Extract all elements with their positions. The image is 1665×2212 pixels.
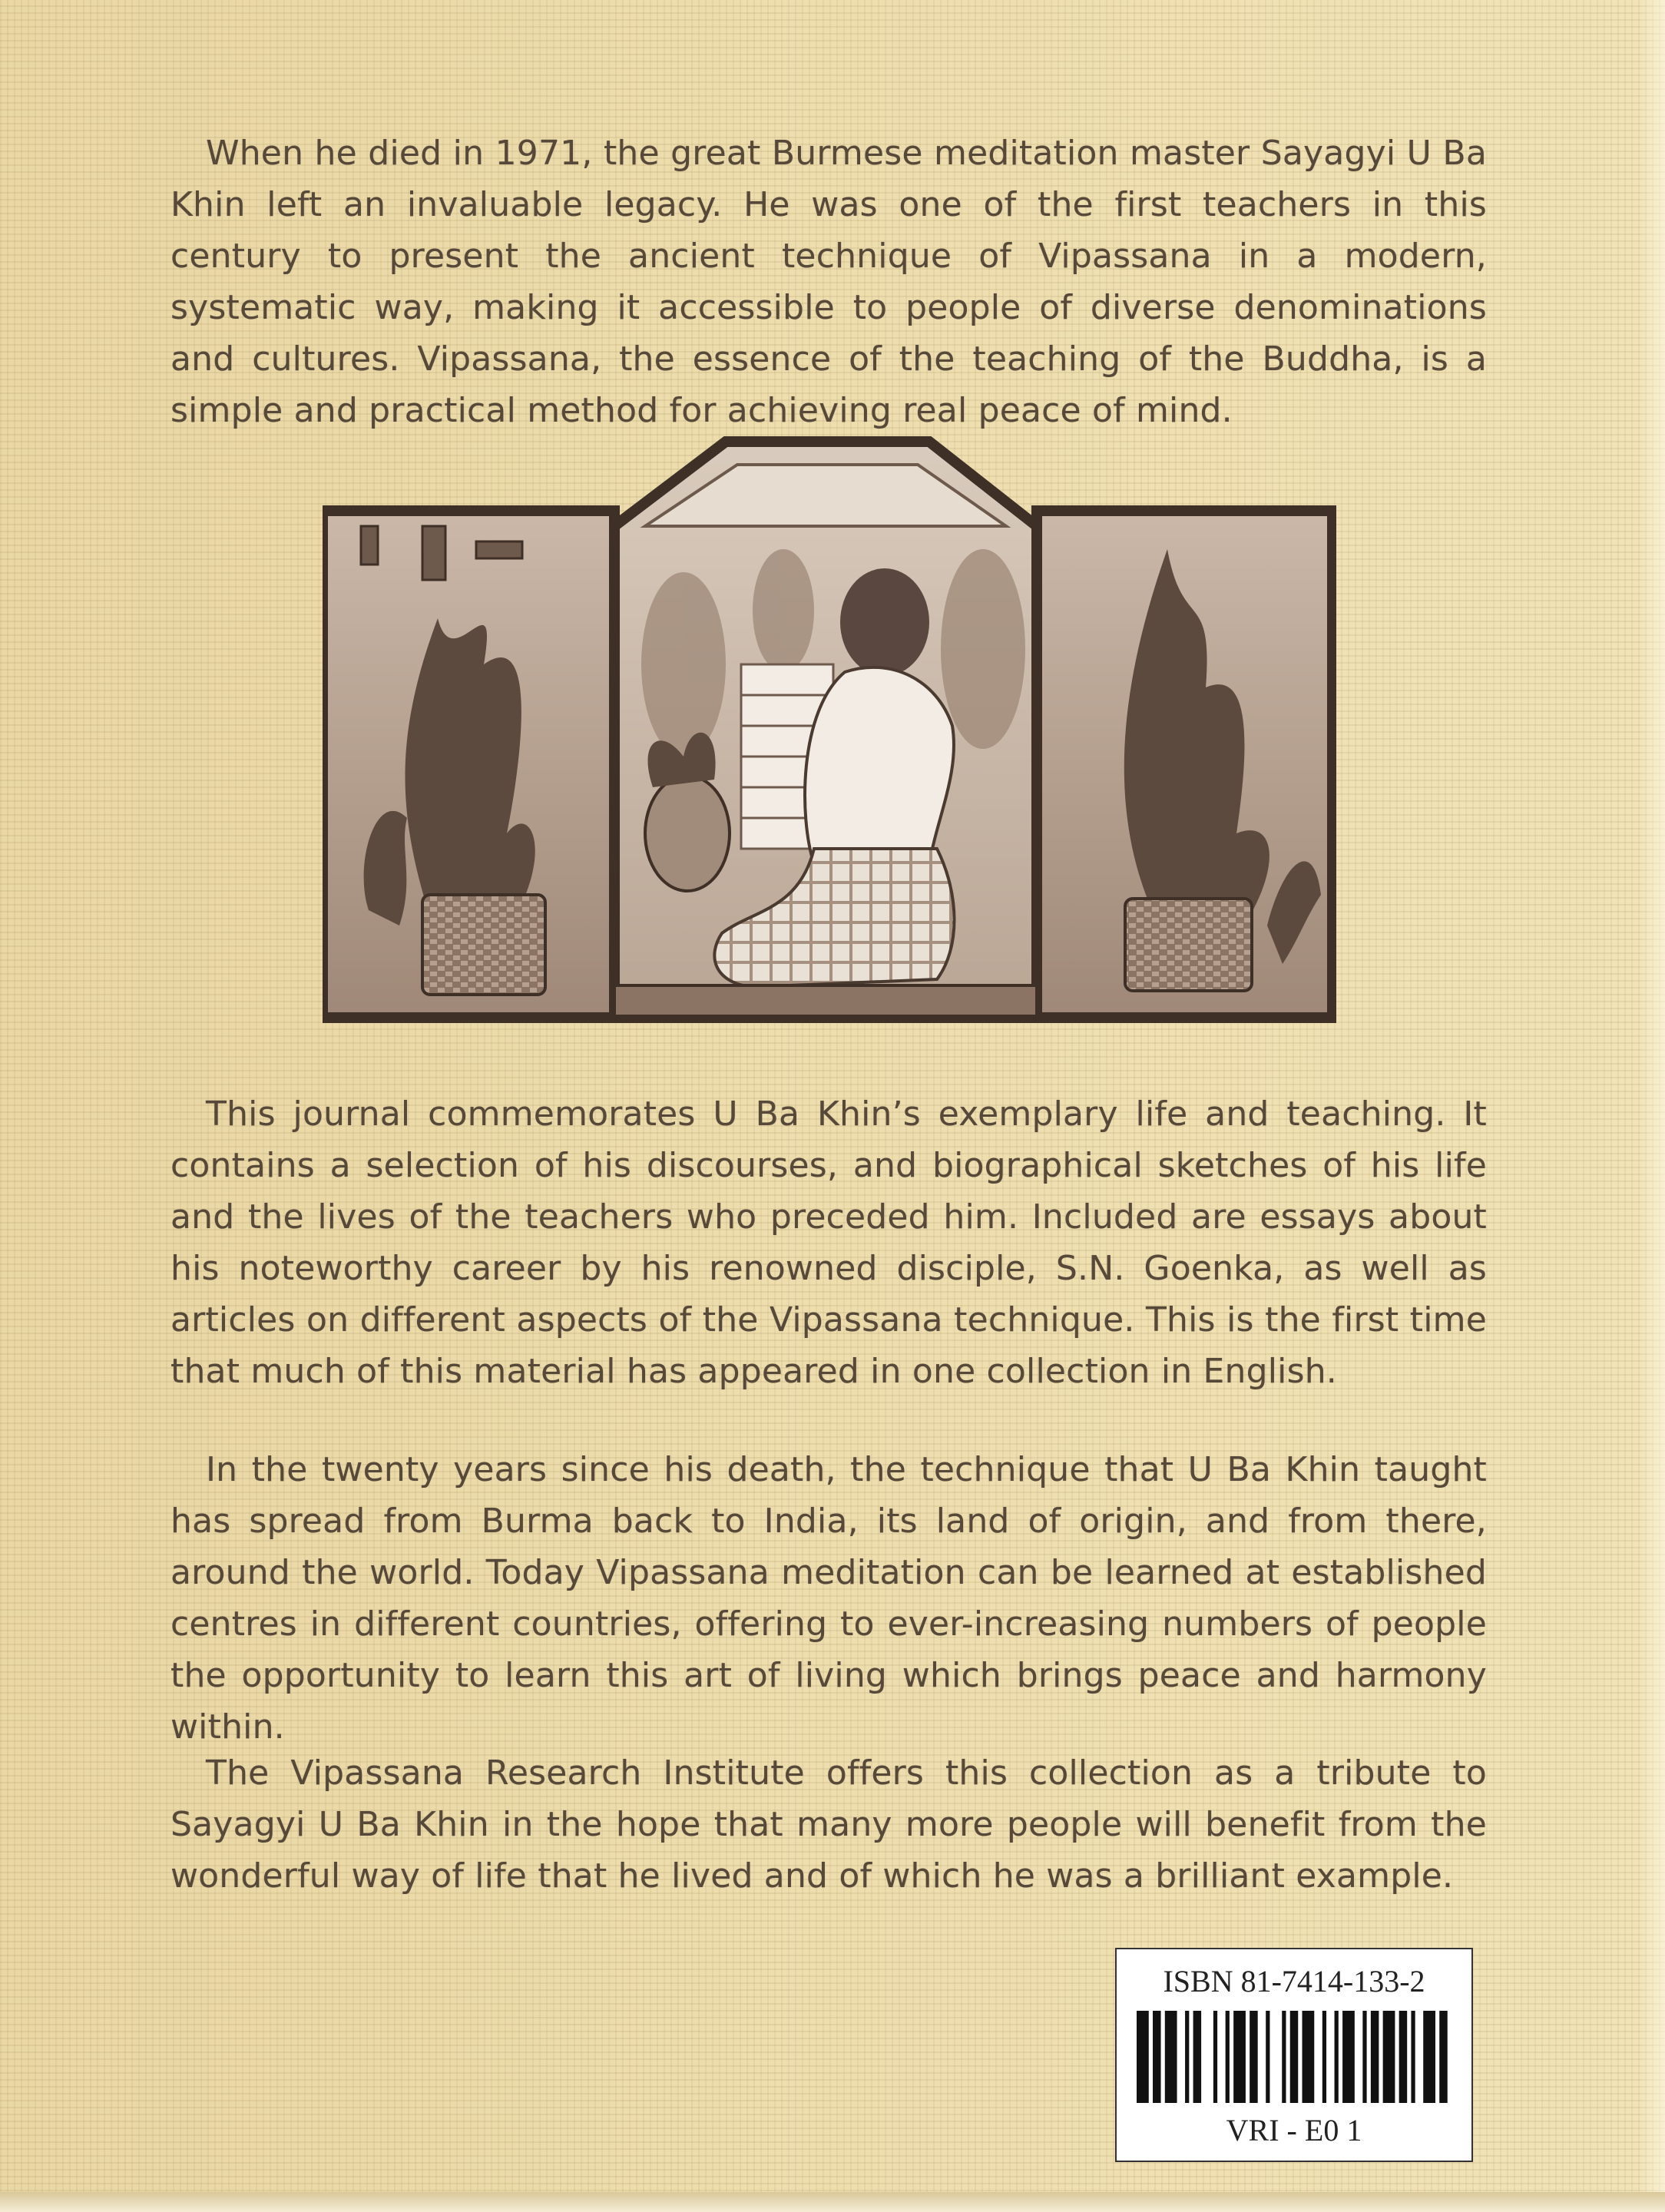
- barcode-bar: [1290, 2011, 1299, 2103]
- barcode-bar: [1362, 2011, 1366, 2103]
- barcode-bar: [1371, 2011, 1379, 2103]
- barcode-bar: [1250, 2011, 1258, 2103]
- isbn-barcode-label: [1115, 1948, 1473, 2162]
- barcode-bar: [1185, 2011, 1189, 2103]
- barcode-bar: [1439, 2011, 1448, 2103]
- barcode-bar: [1383, 2011, 1395, 2103]
- barcode-bar: [1411, 2011, 1415, 2103]
- barcode-bar: [1322, 2011, 1326, 2103]
- barcode-icon: [1137, 2011, 1451, 2103]
- barcode-bar: [1282, 2011, 1286, 2103]
- barcode-bar: [1266, 2011, 1269, 2103]
- barcode-bar: [1233, 2011, 1246, 2103]
- meditation-illustration: [323, 434, 1336, 1025]
- journal-paragraph: This journal commemorates U Ba Khin’s exemplary life and teaching. It contains a selection of his discourses, and biographical sketches of his life and the lives of the teachers who preceded him. Included are essays about his noteworthy career by his renowned disciple, S.N. Goenka, as well as articles on different aspects of the Vipassana technique. This is the first time that much of this material has appeared in one collection in English.: [170, 1094, 1487, 1391]
- page-bottom-edge: [0, 2192, 1665, 2212]
- publisher-code: VRI - E0 1: [1226, 2113, 1362, 2147]
- barcode-bar: [1137, 2011, 1149, 2103]
- page-edge: [1637, 0, 1665, 2212]
- barcode-bar: [1193, 2011, 1202, 2103]
- intro-paragraph: When he died in 1971, the great Burmese meditation master Sayagyi U Ba Khin left an invaluable legacy. He was one of the first teachers in this century to present the ancient technique of Vipassana in a modern, systematic way, making it accessible to people of diverse denominations and cultures. Vipassana, the essence of the teaching of the Buddha, is a simple and practical method for achieving real peace of mind.: [170, 134, 1487, 430]
- barcode-bar: [1303, 2011, 1315, 2103]
- barcode-bar: [1423, 2011, 1435, 2103]
- barcode-bar: [1165, 2011, 1177, 2103]
- isbn-number: ISBN 81-7414-133-2: [1163, 1964, 1425, 1998]
- barcode-bar: [1335, 2011, 1339, 2103]
- tribute-paragraph: The Vipassana Research Institute offers this collection as a tribute to Sayagyi U Ba Khin in the hope that many more people will benefit from the wonderful way of life that he lived and of which he was a brilliant example.: [170, 1753, 1487, 1896]
- barcode-bar: [1342, 2011, 1355, 2103]
- barcode-bar: [1153, 2011, 1161, 2103]
- spread-paragraph: In the twenty years since his death, the technique that U Ba Khin taught has spread from Burma back to India, its land of origin, and from there, around the world. Today Vipassana meditation can be learned at established centres in different countries, offering to ever-increasing numbers of people the opportunity to learn this art of living which brings peace and harmony within.: [170, 1450, 1487, 1747]
- barcode-bar: [1213, 2011, 1217, 2103]
- barcode-bar: [1226, 2011, 1230, 2103]
- barcode-bar: [1399, 2011, 1408, 2103]
